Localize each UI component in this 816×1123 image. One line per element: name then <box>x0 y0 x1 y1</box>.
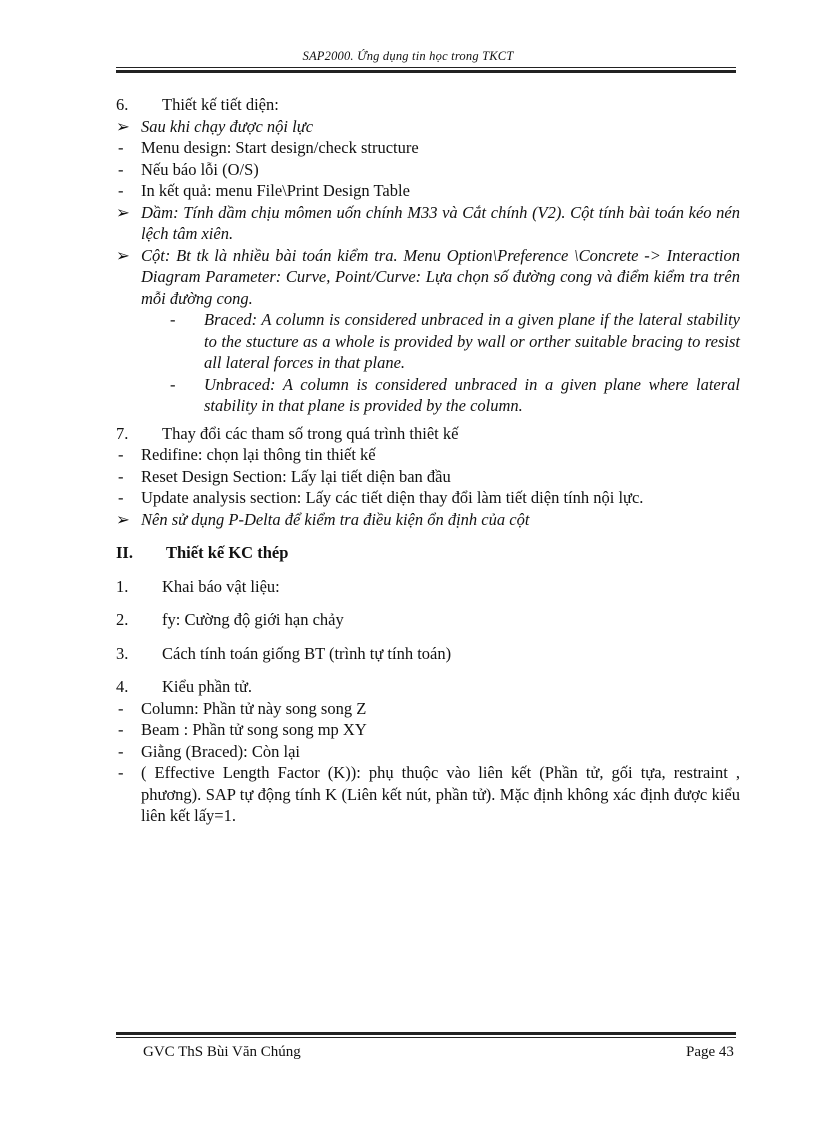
sub-list-item: - Braced: A column is considered unbraced in a given plane if the lateral stability to the stucture as a whole is provided by wall or orther suitable bracing to resist all lateral forces in that plane. <box>170 310 740 372</box>
list-item: - ( Effective Length Factor (K)): phụ thuộc vào liên kết (Phần tử, gối tựa, restraint , phương). SAP tự động tính K (Liên kết nút, phần tử). Mặc định không xác định được kiểu liên kết lấy=1. <box>118 763 740 825</box>
sub-list-item: - Unbraced: A column is considered unbraced in a given plane where lateral stability in that plane is provided by the column. <box>170 374 740 415</box>
dash-bullet-icon: - <box>170 310 176 329</box>
arrow-bullet-icon: ➢ <box>116 245 130 265</box>
list-item: - Menu design: Start design/check structure <box>118 138 419 157</box>
header-rule-thin <box>116 67 736 68</box>
footer-rule-thick <box>116 1032 736 1035</box>
numbered-item: 3. Cách tính toán giống BT (trình tự tính toán) <box>116 643 452 663</box>
page-number: Page 43 <box>686 1044 734 1060</box>
section-number: II. <box>116 543 133 562</box>
dash-bullet-icon: - <box>118 720 124 739</box>
section-title: Thiết kế tiết diện: <box>162 95 279 114</box>
arrow-bullet-icon: ➢ <box>116 509 130 529</box>
list-item: - Beam : Phần tử song song mp XY <box>118 720 367 739</box>
header-rule-thick <box>116 70 736 73</box>
section-number: 7. <box>116 423 129 443</box>
arrow-bullet-icon: ➢ <box>116 202 130 222</box>
section-title: Thay đổi các tham số trong quá trình thiêt kế <box>162 423 459 443</box>
list-item: - Giằng (Braced): Còn lại <box>118 741 300 761</box>
list-item: ➢ Sau khi chạy được nội lực <box>116 116 314 136</box>
section-number: 6. <box>116 95 129 114</box>
section-title: Thiết kế KC thép <box>166 543 289 562</box>
list-item: - Update analysis section: Lấy các tiết diện thay đổi làm tiết diện tính nội lực. <box>118 488 644 507</box>
dash-bullet-icon: - <box>118 159 124 179</box>
dash-bullet-icon: - <box>118 741 124 761</box>
dash-bullet-icon: - <box>118 181 124 200</box>
list-item: - Nếu báo lỗi (O/S) <box>118 159 259 179</box>
section-II-heading <box>116 542 740 564</box>
dash-bullet-icon: - <box>170 374 176 394</box>
dash-bullet-icon: - <box>118 466 124 486</box>
section-7-heading <box>116 423 740 445</box>
footer-rule-thin <box>116 1037 736 1038</box>
dash-bullet-icon: - <box>118 488 124 507</box>
header-title: SAP2000. Ứng dụng tin học trong TKCT <box>302 49 514 63</box>
section-6-heading <box>116 94 740 116</box>
arrow-bullet-icon: ➢ <box>116 116 130 136</box>
list-item: ➢ Cột: Bt tk là nhiều bài toán kiểm tra. Menu Option\Preference \Concrete -> Interaction Diagram Parameter: Curve, Point/Curve: Lựa chọn số đường cong và điểm kiểm tra trên mỗi đường cong. <box>116 245 740 308</box>
list-item: - In kết quả: menu File\Print Design Table <box>118 181 410 200</box>
list-item: - Redifine: chọn lại thông tin thiết kế <box>118 445 376 464</box>
dash-bullet-icon: - <box>118 445 124 464</box>
numbered-item: 4. Kiểu phần tử. <box>116 677 253 696</box>
dash-bullet-icon: - <box>118 138 124 157</box>
dash-bullet-icon: - <box>118 698 124 718</box>
dash-bullet-icon: - <box>118 763 124 782</box>
list-item: ➢ Dầm: Tính dầm chịu mômen uốn chính M33 và Cắt chính (V2). Cột tính bài toán kéo nén lệch tâm xiên. <box>116 202 740 243</box>
list-item: - Column: Phần tử này song song Z <box>118 698 367 718</box>
list-item: ➢ Nên sử dụng P-Delta để kiểm tra điều kiện ổn định của cột <box>116 509 530 529</box>
footer-author: GVC ThS Bùi Văn Chúng <box>143 1044 301 1060</box>
numbered-item: 1. Khai báo vật liệu: <box>116 576 280 596</box>
list-item: - Reset Design Section: Lấy lại tiết diện ban đầu <box>118 466 451 486</box>
numbered-item: 2. fy: Cường độ giới hạn chảy <box>116 610 344 629</box>
page-body <box>116 94 740 827</box>
